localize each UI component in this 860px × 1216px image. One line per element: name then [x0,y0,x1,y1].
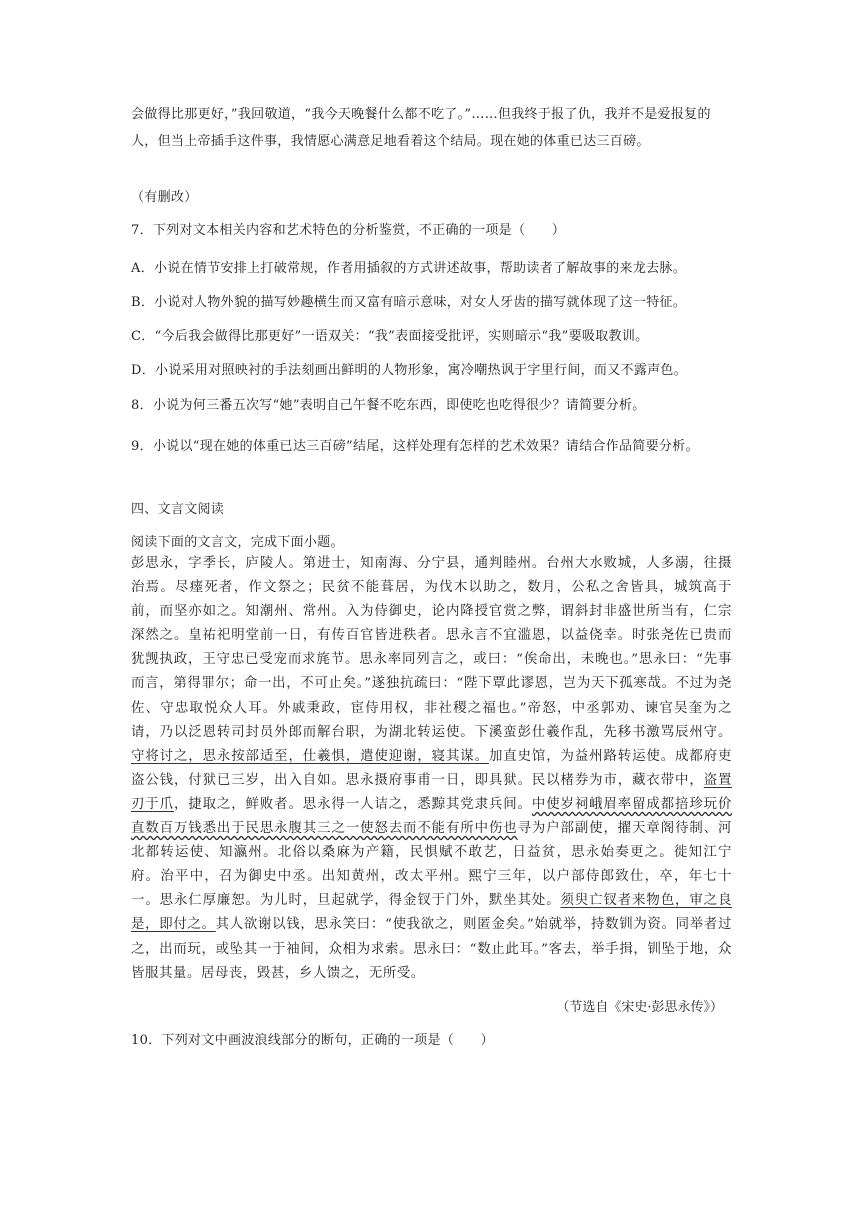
abridged-note: （有删改） [131,190,198,205]
passage-text: 其人欲谢以钱，思永笑曰：“使我欲之，则匿金矣。”始就举，持数钏为资。同举者过之，出而玩，或坠其一于袖间，众相为求索。思永曰：“数止此耳。”客去，举手揖，钏坠于地，众皆服其量。居母丧，毁甚，乡人馈之，无所受。 [131,917,732,981]
passage-text: 加直史馆，为益州路转运使。成都府吏盗公钱，付狱已三岁，出入自如。思永摄府事甫一日，即具狱。民以楮券为市，藏衣带中， [131,748,733,788]
classical-chinese-passage [131,552,732,986]
question-7-option-a: A．小说在情节安排上打破常规，作者用插叙的方式讲述故事，帮助读者了解故事的来龙去脉。 [131,261,686,276]
wavy-underlined-sentence: 中使岁祠峨眉率留成都掊珍玩价直数百万钱悉出于民思永腹其三之一使怒去而不能有所中伤也 [131,796,732,837]
reading-instruction: 阅读下面的文言文，完成下面小题。 [131,535,344,550]
underlined-sentence: 须臾亡钗者来物色，审之良是，即付之。 [131,893,732,933]
question-7-option-c: C．“今后我会做得比那更好”一语双关：“我”表面接受批评，实则暗示“我”要吸取教训。 [131,329,649,344]
story-ending-paragraph: 会做得比那更好，”我回敬道，“我今天晚餐什么都不吃了。”……但我终于报了仇，我并不是爱报复的人，但当上帝插手这件事，我情愿心满意足地看着这个结局。现在她的体重已达三百磅。 [131,107,711,149]
question-7-option-d: D．小说采用对照映衬的手法刻画出鲜明的人物形象，寓冷嘲热讽于字里行间，而又不露声色。 [131,363,688,378]
underlined-sentence: 守将讨之，思永按部适至，仕羲惧，遣使迎谢，寝其谋。 [131,748,489,764]
section-title: 四、文言文阅读 [131,502,225,517]
question-7-option-b: B．小说对人物外貌的描写妙趣横生而又富有暗示意味，对女人牙齿的描写就体现了这一特征。 [131,295,687,310]
passage-text: 寻为户部副使，擢天章阁待制、河北都转运使、知瀛州。北俗以桑麻为产籍，民惧赋不敢艺，日益贫，思永始奏更之。徙知江宁府。治平中，召为御史中丞。出知黄州，改太平州。熙宁三年，以户部侍郎致仕，卒，年七十一。思永仁厚廉恕。为儿时，旦起就学，得金钗于门外，默坐其处。 [131,821,733,909]
question-8: 8．小说为何三番五次写“她”表明自己午餐不吃东西，即使吃也吃得很少？请简要分析。 [131,398,646,413]
passage-text: 彭思永，字季长，庐陵人。第进士，知南海、分宁县，通判睦州。台州大水败城，人多溺，往摄治焉。尽瘗死者，作文祭之；民贫不能葺居，为伐木以助之，数月，公私之舍皆具，城筑高于前，而坚亦如之。知潮州、常州。入为侍御史，论内降授官赏之弊，谓斜封非盛世所当有，仁宗深然之。皇祐祀明堂前一日，有传百官皆进秩者。思永言不宜滥恩，以益侥幸。时张尧佐已贵而犹觊执政，王守忠已受宠而求旄节。思永率同列言之，或曰：“俟命出，未晚也。”思永曰：“先事而言，第得罪尔；命一出，不可止矣。”遂独抗疏曰：“陛下覃此谬恩，岂为天下孤寒哉。不过为尧佐、守忠取悦众人耳。外戚秉政，宦侍用权，非社稷之福也。”帝怒，中丞郭劝、谏官吴奎为之请，乃以泛恩转司封员外郎而解台职，为湖北转运使。下溪蛮彭仕羲作乱，先移书激骂辰州守。 [131,556,732,740]
underlined-sentence: 盗置刃于爪 [131,772,732,812]
passage-citation: （节选自《宋史·彭思永传》） [556,1000,723,1015]
question-9: 9．小说以“现在她的体重已达三百磅”结尾，这样处理有怎样的艺术效果？请结合作品简要分析。 [131,439,699,454]
question-7-stem: 7．下列对文本相关内容和艺术特色的分析鉴赏，不正确的一项是（ ） [131,223,566,238]
passage-text: ，捷取之，鲜败者。思永得一人诘之，悉黥其党隶兵间。 [173,796,532,812]
question-10-stem: 10．下列对文中画波浪线部分的断句，正确的一项是（ ） [131,1033,494,1048]
